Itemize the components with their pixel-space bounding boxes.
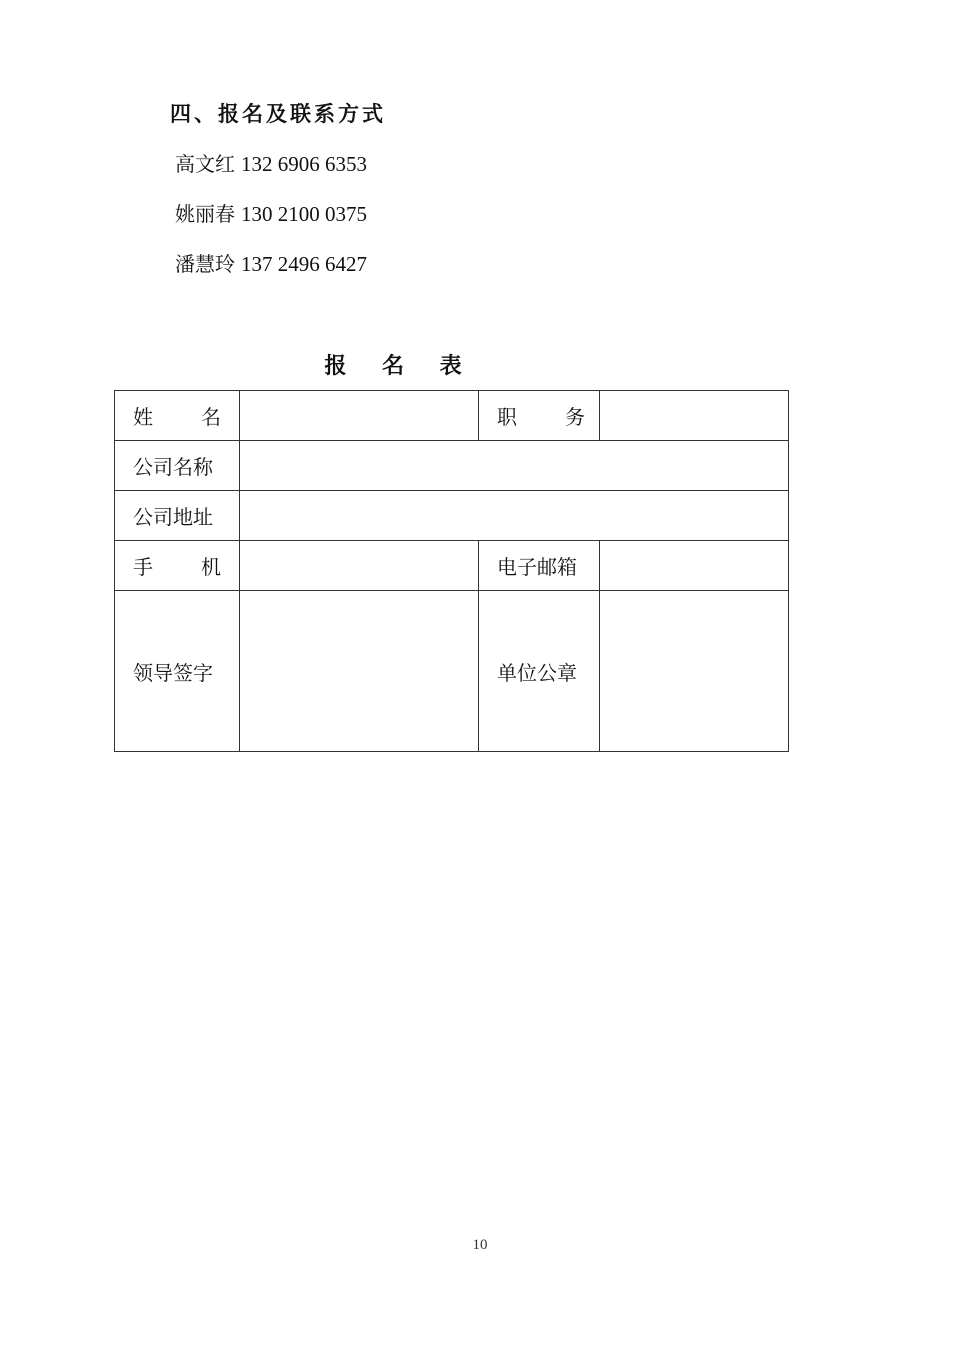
company-name-field[interactable] (240, 441, 789, 491)
company-seal-field[interactable] (600, 591, 789, 752)
contact-phone: 130 2100 0375 (241, 202, 367, 226)
contact-name: 高文红 (175, 152, 235, 176)
mobile-field[interactable] (240, 541, 479, 591)
registration-form-table (114, 390, 789, 752)
table-row (115, 541, 789, 591)
form-title: 报 名 表 (324, 353, 476, 379)
table-row (115, 441, 789, 491)
email-field[interactable] (600, 541, 789, 591)
contact-phone: 132 6906 6353 (241, 152, 367, 176)
section-heading: 四、报名及联系方式 (170, 101, 386, 126)
contact-line (175, 149, 367, 179)
company-address-field[interactable] (240, 491, 789, 541)
leader-signature-field[interactable] (240, 591, 479, 752)
table-row (115, 591, 789, 752)
table-row (115, 391, 789, 441)
position-field[interactable] (600, 391, 789, 441)
name-field[interactable] (240, 391, 479, 441)
page-number: 10 (472, 1237, 488, 1253)
contact-name: 潘慧玲 (175, 252, 235, 276)
position-label: 职 务 (479, 391, 600, 441)
table-row (115, 491, 789, 541)
contact-phone: 137 2496 6427 (241, 252, 367, 276)
company-seal-label: 单位公章 (479, 591, 600, 752)
mobile-label: 手 机 (115, 541, 240, 591)
company-name-label: 公司名称 (115, 441, 240, 491)
contact-line (175, 199, 367, 229)
company-address-label: 公司地址 (115, 491, 240, 541)
email-label: 电子邮箱 (479, 541, 600, 591)
name-label: 姓 名 (115, 391, 240, 441)
leader-signature-label: 领导签字 (115, 591, 240, 752)
contact-name: 姚丽春 (175, 202, 235, 226)
contact-line (175, 249, 367, 279)
